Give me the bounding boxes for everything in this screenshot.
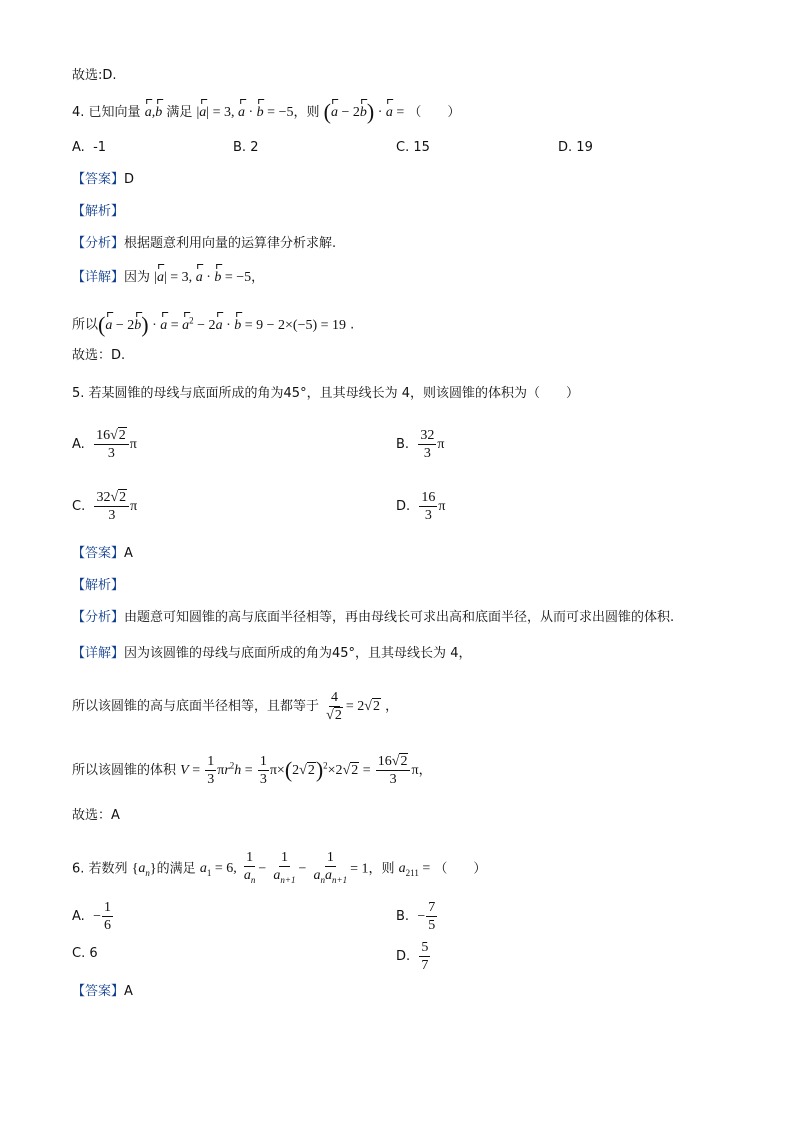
- q4-vectors: a,b: [145, 105, 163, 120]
- q4-option-c: C. 15: [396, 140, 430, 155]
- q5-jiexi: 【解析】: [72, 578, 125, 593]
- q4-answer: 【答案】D: [72, 172, 135, 187]
- q4-expression: (a − 2b) · a =: [323, 99, 405, 124]
- q6-stem: 6. 若数列 $\{a_n\}$的满足 $a_1 = 6$, $\frac{1}{a_n}$ − $\frac{1}{a_{n+1}}$ − $\frac{1}{a_na_{n+1}}$ = 1，则 $a_{211}$ = （ ）: [72, 850, 487, 885]
- q4-option-b: B. 2: [233, 140, 259, 155]
- q5-fenxi: 【分析】由题意可知圆锥的高与底面半径相等，再由母线长可求出高和底面半径，从而可求出圆锥的体积.: [72, 610, 675, 625]
- q5-line2: 所以该圆锥的高与底面半径相等，且都等于 $\frac{4}{√2}$ = 2√2 ，: [72, 690, 399, 723]
- q5-conclusion: 故选：A: [72, 808, 120, 823]
- q5-answer: 【答案】A: [72, 546, 133, 561]
- q5-line3: 所以该圆锥的体积 V = $\frac{1}{3}$ $\pi r^2h$ = $\frac{1}{3}$ $\pi\times(2√2)^2\times 2√2$ = $\frac{16√2}{3}$ π，: [72, 754, 432, 787]
- q5-stem: 5. 若某圆锥的母线与底面所成的角为45°，且其母线长为 4，则该圆锥的体积为（ ）: [72, 386, 579, 401]
- q5-option-d: D. $\frac{16}{3}$ π: [396, 490, 446, 523]
- q4-conclusion: 故选：D.: [72, 348, 126, 363]
- q6-answer: 【答案】A: [72, 984, 133, 999]
- q4-derivation: 所以$(a - 2b) \cdot a = a^2 - 2a \cdot b = 9 - 2\times(-5) = 19$ .: [72, 311, 355, 337]
- q4-jiexi: 【解析】: [72, 204, 125, 219]
- q6-option-b: B. − $\frac{7}{5}$: [396, 900, 436, 933]
- q5-option-a: A. $\frac{16√2}{3}$ π: [72, 428, 137, 461]
- q4-option-a: A. -1: [72, 140, 107, 155]
- q4-stem: 4. 已知向量 a,b 满足 |a| = 3, a · b = −5，则 (a − 2b) · a = （ ）: [72, 99, 461, 124]
- q4-xiangjie: 【详解】因为 |a| = 3, a · b = −5，: [72, 268, 264, 288]
- q6-option-d: D. $\frac{5}{7}$: [396, 940, 429, 973]
- q4-condition: |a| = 3, a · b = −5: [196, 105, 293, 120]
- q5-option-b: B. $\frac{32}{3}$ π: [396, 428, 445, 461]
- q6-option-a: A. − $\frac{1}{6}$: [72, 900, 111, 933]
- q6-option-c: C. 6: [72, 946, 98, 961]
- q5-xiangjie: 【详解】因为该圆锥的母线与底面所成的角为45°，且其母线长为 4，: [72, 646, 472, 661]
- q4-fenxi: 【分析】根据题意利用向量的运算律分析求解.: [72, 236, 337, 251]
- q4-formula: $(a - 2b) \cdot a = a^2 - 2a \cdot b = 9 - 2\times(-5) = 19$: [98, 311, 347, 337]
- q5-option-c: C. $\frac{32√2}{3}$ π: [72, 490, 138, 523]
- q4-given: |a| = 3, a · b = −5: [154, 270, 251, 285]
- q4-option-d: D. 19: [558, 140, 593, 155]
- q3-conclusion: 故选:D.: [72, 68, 117, 83]
